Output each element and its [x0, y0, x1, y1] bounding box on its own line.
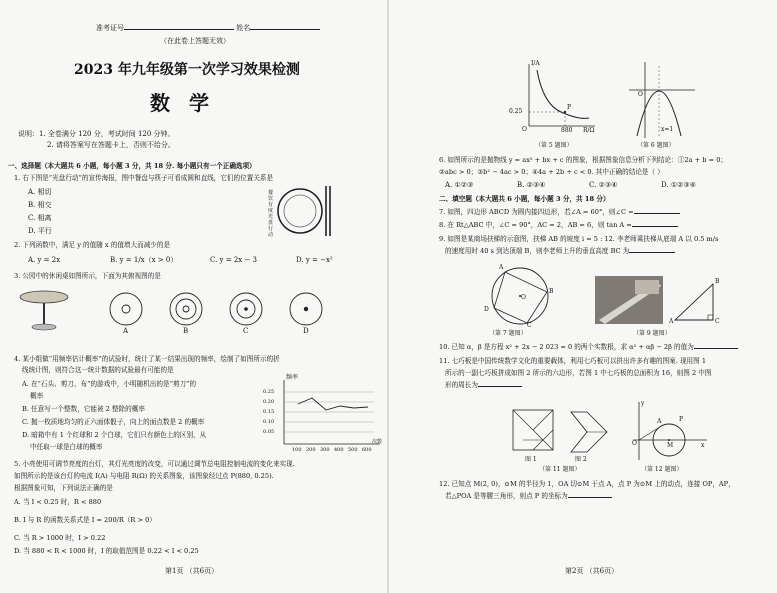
fig9-label-a: A [669, 318, 674, 325]
q6-stem-2: ②abc > 0；③b² − 4ac > 0；④4a + 2b + c < 0. 其中正确的结论是（ ） [439, 168, 664, 176]
fig11-tangram [511, 408, 611, 456]
q1-stem: 1. 右下图是“光盘行动”的宣传海报，图中餐盘与筷子可看成圆和直线，它们的位置关系是 [14, 174, 274, 182]
q4-xtick-1: 100 [292, 447, 302, 453]
q4-option-d-2: 中任取一球是白球的概率 [30, 443, 103, 451]
q1-poster-figure [270, 184, 340, 238]
q4-ytick-4: 0.10 [263, 419, 275, 425]
fig5-xlabel: R/Ω [583, 127, 595, 134]
q12-stem-1: 12. 已知点 M(2, 0)，⊙M 的半径为 1，OA 切⊙M 于点 A，点 P 为⊙M 上的动点，连接 OP，AP， [439, 480, 735, 488]
q2-stem: 2. 下列函数中，满足 y 的值随 x 的值增大而减少的是 [14, 241, 171, 249]
q4-frequency-chart [262, 374, 384, 456]
q4-option-a-2: 概率 [30, 392, 44, 400]
exam-no-label: 准考证号 [96, 24, 124, 32]
q9-text-2: 的速度用时 40 s 到达顶端 B，则李老师上升的垂直高度 BC 为 [445, 247, 630, 255]
q4-ytick-2: 0.20 [263, 399, 275, 405]
fig7-label-a: A [499, 264, 504, 271]
fig5-point-p: P [567, 104, 572, 111]
q5-stem-3: 根据图象可知，下列说法正确的是 [14, 484, 113, 492]
q2-option-a: A. y = 2x [28, 256, 61, 264]
q1-option-d: D. 平行 [28, 227, 52, 235]
q11-stem-2: 所示的一副七巧板拼成如图 2 所示的六边形，若图 1 中七巧板的总面积为 16，则图 2 中图 [445, 369, 712, 377]
fig12-caption: （第 12 题图） [641, 466, 683, 473]
q6-stem-1: 6. 如图所示的是抛物线 y = ax² + bx + c 的图象，根据图象信息分析下列结论：①2a + b = 0； [439, 156, 727, 164]
instruction-2: 2. 请将答案写在答题卡上，否则不给分。 [47, 141, 175, 149]
q5-option-b: B. I 与 R 的函数关系式是 I = 200/R（R > 0） [14, 516, 156, 524]
q7-text: 7. 如图，四边形 ABCD 为圆内接四边形，若∠A = 60°，则∠C = [439, 208, 634, 216]
fig5-caption: （第 5 题图） [535, 142, 573, 149]
fig6-axis-label: x=1 [661, 126, 674, 133]
q4-option-c: C. 抛一枚质地均匀的正六面体骰子，向上的面点数是 2 的概率 [22, 418, 205, 426]
q1-option-c: C. 相离 [28, 214, 52, 222]
header-note: （在此卷上答题无效） [160, 37, 230, 45]
instruction-1: 说明：1. 全卷满分 120 分，考试时间 120 分钟。 [18, 130, 175, 138]
fig6-parabola-graph [625, 60, 697, 140]
q1-option-a: A. 相切 [28, 188, 52, 196]
q3-label-a: A [123, 327, 129, 335]
fig9-triangle [671, 278, 723, 326]
section1-title: 一、选择题（本大题共 6 小题，每小题 3 分，共 18 分. 每小题只有一个正确选项） [8, 162, 256, 170]
q9-stem-1: 9. 如图是某商场扶梯的示意图，扶梯 AB 的坡度 i = 5 : 12. 李老师乘扶梯从底端 A 以 0.5 m/s [439, 235, 719, 243]
fig9-caption: （第 9 题图） [633, 330, 671, 337]
page-1-footer: 第1页 （共6页） [165, 567, 219, 575]
q2-option-d: D. y = −x² [296, 256, 333, 264]
fig9-escalator-photo [595, 276, 663, 324]
q1-poster-text: 餐饮有度 光盘行动 [268, 190, 274, 238]
q3-label-b: B [183, 327, 189, 335]
fig7-caption: （第 7 题图） [489, 330, 527, 337]
q4-xtick-2: 200 [306, 447, 316, 453]
fig12-label-a: A [657, 418, 662, 425]
fig11-caption-1: 图 1 [525, 456, 537, 463]
name-label: 姓名 [236, 24, 251, 32]
q1-option-b: B. 相交 [28, 201, 52, 209]
q9-stem-2 [445, 247, 675, 256]
q11-stem-3 [445, 381, 522, 390]
fig5-xtick: 880 [561, 127, 573, 134]
fig5-ylabel: I/A [531, 60, 540, 67]
fig12-label-y: y [641, 400, 645, 407]
q4-ytick-1: 0.25 [263, 389, 275, 395]
q3-figures [14, 285, 344, 335]
exam-title: 2023 年九年级第一次学习效果检测 [74, 62, 300, 78]
q5-stem-1: 5. 小亮使用可调节亮度的台灯，其灯光亮度的改变，可以通过调节总电阻控制电流的变化来实现. [14, 460, 295, 468]
header-line [96, 24, 320, 33]
q3-label-c: C [243, 327, 249, 335]
fig12-circle-graph [629, 400, 709, 462]
fig6-caption: （第 6 题图） [637, 142, 675, 149]
q2-option-b: B. y = 1/x（x > 0） [110, 256, 178, 264]
q4-stem-2: 线统计图，则符合这一统计数据的试验最有可能的是 [22, 366, 174, 374]
q4-xtick-3: 300 [320, 447, 330, 453]
fig5-ytick: 0.25 [509, 108, 523, 115]
fig5-current-graph [509, 60, 597, 140]
q4-stem-1: 4. 某小组做“用频率估计概率”的试验时，统计了某一结果出现的频率，绘制了如图所示的折 [14, 355, 280, 363]
q8-stem [439, 221, 678, 230]
fig9-label-c: C [715, 318, 720, 325]
page-2 [389, 0, 777, 593]
q4-xtick-4: 400 [334, 447, 344, 453]
page-2-footer: 第2页 （共6页） [565, 567, 619, 575]
fig5-origin: O [522, 126, 527, 133]
fig7-label-b: B [549, 288, 554, 295]
q4-xtick-5: 500 [348, 447, 358, 453]
q5-option-d: D. 当 880 < R < 1000 时，I 的取值范围是 0.22 < I < 0.25 [14, 547, 199, 555]
page-1 [0, 0, 388, 593]
fig12-label-m: M [667, 442, 674, 449]
q10-stem [439, 343, 738, 352]
q6-option-c: C. ②③④ [589, 181, 618, 189]
q4-option-d-1: D. 暗箱中有 1 个红球和 2 个白球，它们只有颜色上的区别，从 [22, 431, 207, 439]
fig7-label-c: C [527, 322, 532, 329]
q12-text-2: 若△POA 是等腰三角形，则点 P 的坐标为 [445, 492, 568, 500]
q5-stem-2: 如图所示的是该台灯的电流 I(A) 与电阻 R(Ω) 的关系图象，该图象经过点 P(880, 0.25). [14, 472, 274, 480]
q7-stem [439, 208, 680, 217]
q5-option-a: A. 当 I < 0.25 时，R < 880 [14, 498, 102, 506]
q11-stem-1: 11. 七巧板是中国传统数学文化的重要载体，利用七巧板可以拼出许多有趣的图案. 现用图 1 [439, 357, 707, 365]
fig7-circle-quadrilateral [485, 262, 555, 330]
fig11-caption: （第 11 题图） [539, 466, 581, 473]
fig12-label-x: x [701, 442, 705, 449]
q6-option-a: A. ①②③ [445, 181, 474, 189]
section2-title: 二、填空题（本大题共 6 小题，每小题 3 分，共 18 分） [439, 195, 610, 203]
q10-text: 10. 已知 α，β 是方程 x² + 2x − 2 023 = 0 的两个实数根，求 α² + αβ − 2β 的值为 [439, 343, 694, 351]
fig11-caption-2: 图 2 [575, 456, 587, 463]
q2-option-c: C. y = 2x − 3 [210, 256, 257, 264]
q8-text: 8. 在 Rt△ABC 中，∠C = 90°，AC = 2，AB = 6，则 tan A = [439, 221, 632, 229]
q12-stem-2 [445, 492, 612, 501]
fig12-label-o: O [632, 440, 637, 447]
q4-ytick-5: 0.05 [263, 429, 275, 435]
q4-option-a-1: A. 在“石头、剪刀、布”的游戏中，小明随机出的是“剪刀”的 [22, 380, 197, 388]
q4-xtick-6: 600 [362, 447, 372, 453]
q4-chart-ylabel: 频率 [286, 374, 299, 381]
q3-label-d: D [303, 327, 309, 335]
fig6-origin: O [638, 91, 643, 98]
fig7-label-o: O [521, 294, 526, 301]
q4-chart-xlabel: 次数 [372, 439, 383, 445]
q4-option-b: B. 任意写一个整数，它能被 2 整除的概率 [22, 405, 145, 413]
q3-stem: 3. 公园中的休闲桌如图所示，下面为其俯视图的是 [14, 272, 161, 280]
q6-option-d: D. ①②③④ [661, 181, 696, 189]
q6-option-b: B. ②③④ [517, 181, 546, 189]
fig12-label-p: P [679, 416, 684, 423]
q4-ytick-3: 0.15 [263, 409, 275, 415]
subject-title: 数 学 [150, 91, 215, 115]
fig7-label-d: D [484, 306, 489, 313]
q5-option-c: C. 当 R > 1000 时，I > 0.22 [14, 534, 106, 542]
q11-text-3: 形的周长为 [445, 381, 478, 389]
fig9-label-b: B [715, 278, 720, 285]
